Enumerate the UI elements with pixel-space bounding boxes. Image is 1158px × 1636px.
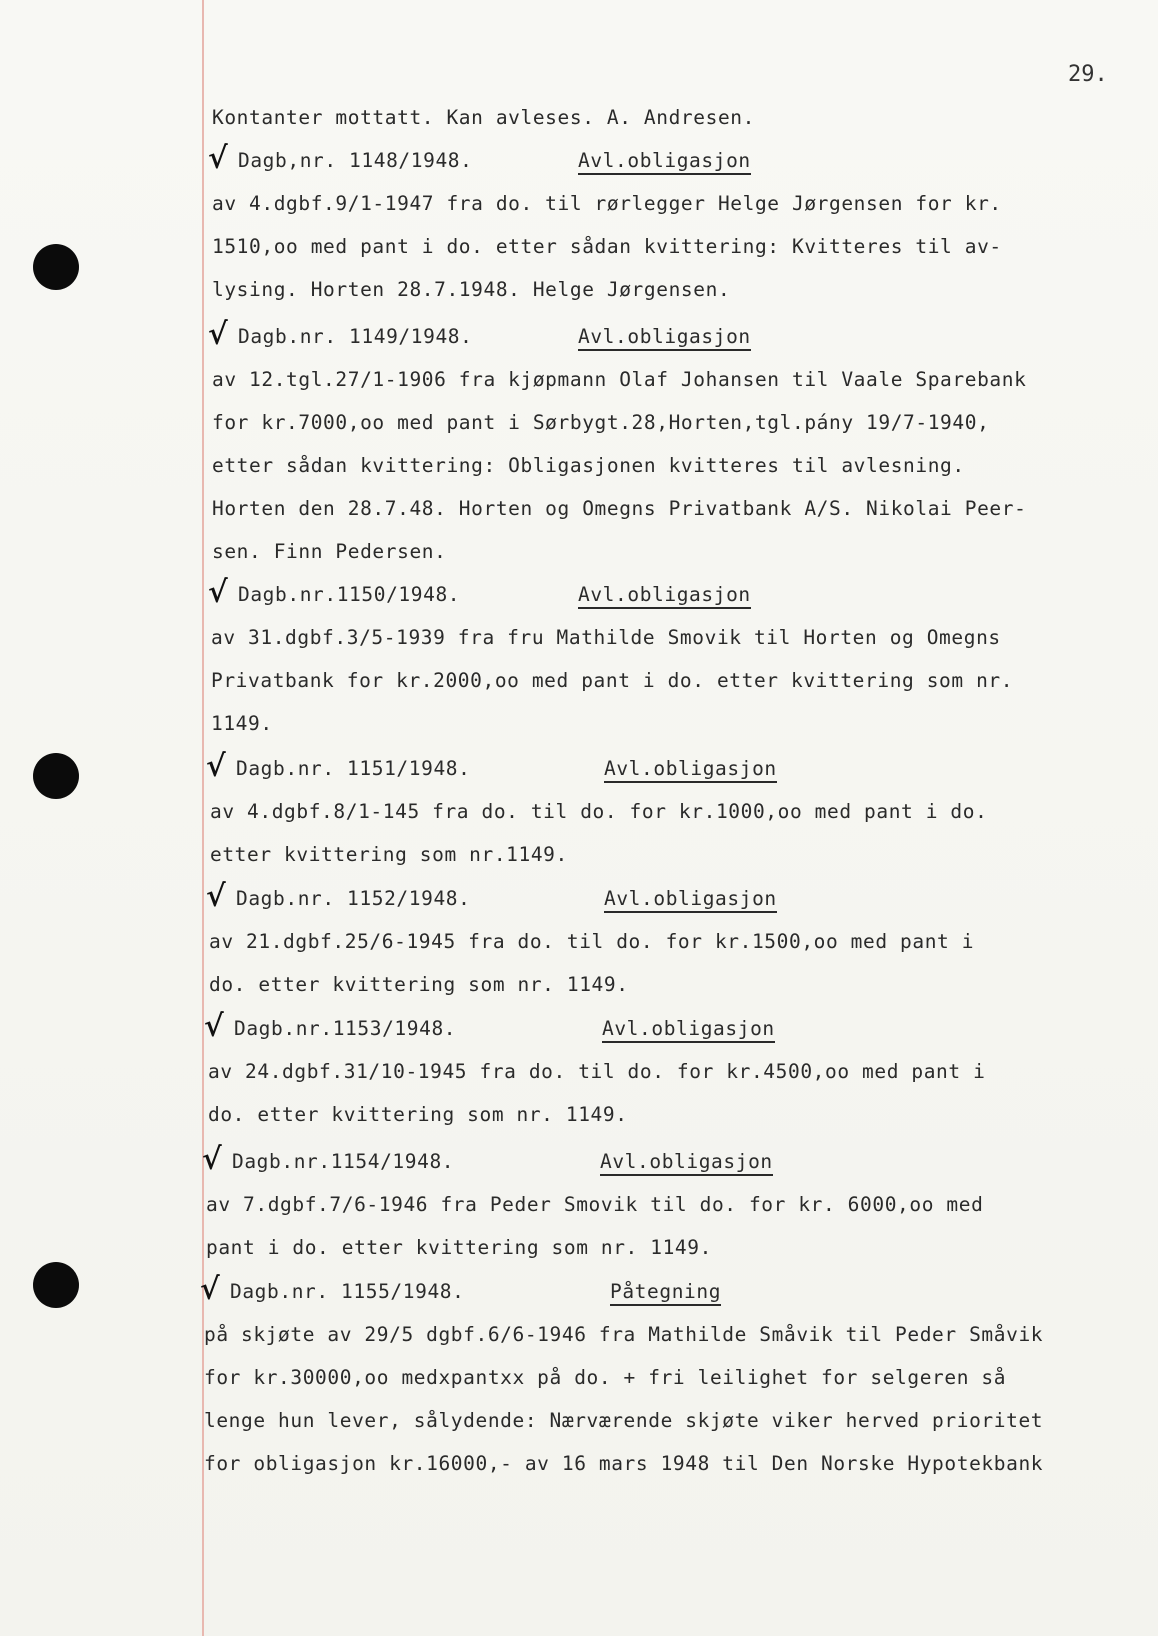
check-mark: √ [206,749,226,784]
punch-hole-middle [33,753,79,799]
entry-heading: Avl.obligasjon [602,1017,775,1043]
entry-reference: Dagb.nr. 1149/1948. [238,325,473,348]
entry-reference: Dagb.nr.1153/1948. [234,1017,457,1040]
check-mark: √ [204,1009,224,1044]
entry-reference: Dagb,nr. 1148/1948. [238,149,473,172]
entry-text-line: do. etter kvittering som nr. 1149. [208,1103,628,1126]
entry-text-line: etter sådan kvittering: Obligasjonen kvitteres til avlesning. [212,454,965,477]
entry-text-line: for obligasjon kr.16000,- av 16 mars 1948 til Den Norske Hypotekbank [204,1452,1044,1475]
check-mark: √ [200,1272,220,1307]
entry-text-line: av 4.dgbf.9/1-1947 fra do. til rørlegger Helge Jørgensen for kr. [212,192,1002,215]
entry-heading: Påtegning [610,1280,721,1306]
intro-line: Kontanter mottatt. Kan avleses. A. Andresen. [212,106,755,129]
entry-text-line: Horten den 28.7.48. Horten og Omegns Privatbank A/S. Nikolai Peer- [212,497,1027,520]
entry-heading: Avl.obligasjon [604,887,777,913]
entry-text-line: 1510,oo med pant i do. etter sådan kvittering: Kvitteres til av- [212,235,1002,258]
entry-text-line: sen. Finn Pedersen. [212,540,447,563]
entry-text-line: for kr.30000,oo medxpantxx på do. + fri leilighet for selgeren så [204,1366,1007,1389]
check-mark: √ [208,575,228,610]
page-number: 29. [1068,62,1108,87]
entry-text-line: av 7.dgbf.7/6-1946 fra Peder Smovik til do. for kr. 6000,oo med [206,1193,984,1216]
entry-heading: Avl.obligasjon [604,757,777,783]
entry-text-line: etter kvittering som nr.1149. [210,843,568,866]
entry-text-line: av 12.tgl.27/1-1906 fra kjøpmann Olaf Johansen til Vaale Sparebank [212,368,1027,391]
entry-heading: Avl.obligasjon [578,583,751,609]
entry-reference: Dagb.nr. 1155/1948. [230,1280,465,1303]
entry-text-line: 1149. [211,712,273,735]
entry-text-line: do. etter kvittering som nr. 1149. [209,973,629,996]
entry-text-line: pant i do. etter kvittering som nr. 1149. [206,1236,712,1259]
punch-hole-top [33,244,79,290]
entry-text-line: av 21.dgbf.25/6-1945 fra do. til do. for kr.1500,oo med pant i [209,930,975,953]
check-mark: √ [208,141,228,176]
entry-text-line: Privatbank for kr.2000,oo med pant i do. etter kvittering som nr. [211,669,1014,692]
entry-reference: Dagb.nr.1154/1948. [232,1150,455,1173]
check-mark: √ [208,317,228,352]
check-mark: √ [206,879,226,914]
entry-text-line: lysing. Horten 28.7.1948. Helge Jørgensen. [212,278,731,301]
entry-heading: Avl.obligasjon [600,1150,773,1176]
entry-reference: Dagb.nr. 1152/1948. [236,887,471,910]
entry-text-line: lenge hun lever, sålydende: Nærværende skjøte viker herved prioritet [204,1409,1044,1432]
entry-heading: Avl.obligasjon [578,149,751,175]
entry-text-line: for kr.7000,oo med pant i Sørbygt.28,Horten,tgl.pány 19/7-1940, [212,411,990,434]
entry-reference: Dagb.nr.1150/1948. [238,583,461,606]
entry-text-line: av 4.dgbf.8/1-145 fra do. til do. for kr.1000,oo med pant i do. [210,800,988,823]
entry-text-line: av 24.dgbf.31/10-1945 fra do. til do. for kr.4500,oo med pant i [208,1060,986,1083]
entry-text-line: av 31.dgbf.3/5-1939 fra fru Mathilde Smovik til Horten og Omegns [211,626,1001,649]
check-mark: √ [202,1142,222,1177]
margin-line [202,0,204,1636]
entry-reference: Dagb.nr. 1151/1948. [236,757,471,780]
entry-heading: Avl.obligasjon [578,325,751,351]
entry-text-line: på skjøte av 29/5 dgbf.6/6-1946 fra Mathilde Småvik til Peder Småvik [204,1323,1044,1346]
punch-hole-bottom [33,1262,79,1308]
